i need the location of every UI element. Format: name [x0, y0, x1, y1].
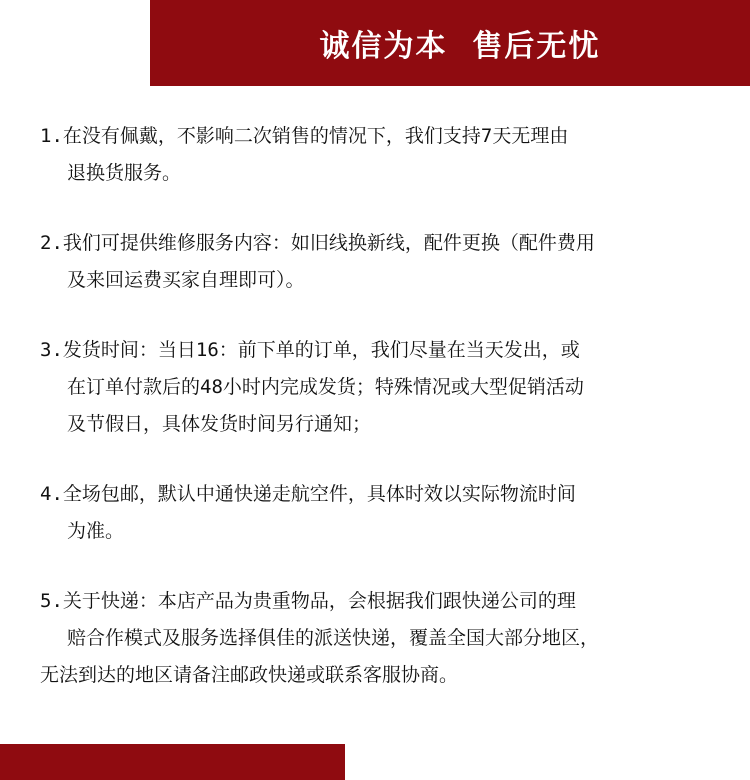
- term-line: 退换货服务。: [67, 162, 182, 184]
- term-item-courier: [40, 583, 730, 694]
- term-line: 在订单付款后的48小时内完成发货；特殊情况或大型促销活动: [67, 376, 584, 398]
- footer-accent-bar: [0, 744, 345, 780]
- term-item-free-shipping: [40, 476, 730, 550]
- term-line: 无法到达的地区请备注邮政快递或联系客服协商。: [40, 664, 459, 686]
- term-item-return-policy: [40, 118, 730, 192]
- term-line: 及节假日，具体发货时间另行通知；: [67, 413, 372, 435]
- term-line: 5.关于快递：本店产品为贵重物品，会根据我们跟快递公司的理: [40, 590, 576, 612]
- term-line: 及来回运费买家自理即可）。: [67, 269, 305, 291]
- terms-list: [40, 118, 730, 727]
- header-banner: [150, 0, 750, 86]
- term-line: 2.我们可提供维修服务内容：如旧线换新线，配件更换（配件费用: [40, 232, 595, 254]
- term-line: 1.在没有佩戴，不影响二次销售的情况下，我们支持7天无理由: [40, 125, 569, 147]
- banner-title: 诚信为本 售后无忧: [319, 29, 601, 64]
- term-line: 3.发货时间：当日16：前下单的订单，我们尽量在当天发出，或: [40, 339, 580, 361]
- term-line: 4.全场包邮，默认中通快递走航空件，具体时效以实际物流时间: [40, 483, 576, 505]
- term-line: 赔合作模式及服务选择俱佳的派送快递，覆盖全国大部分地区，: [67, 627, 600, 649]
- term-item-repair-service: [40, 225, 730, 299]
- term-item-shipping-time: [40, 332, 730, 443]
- term-line: 为准。: [67, 520, 125, 542]
